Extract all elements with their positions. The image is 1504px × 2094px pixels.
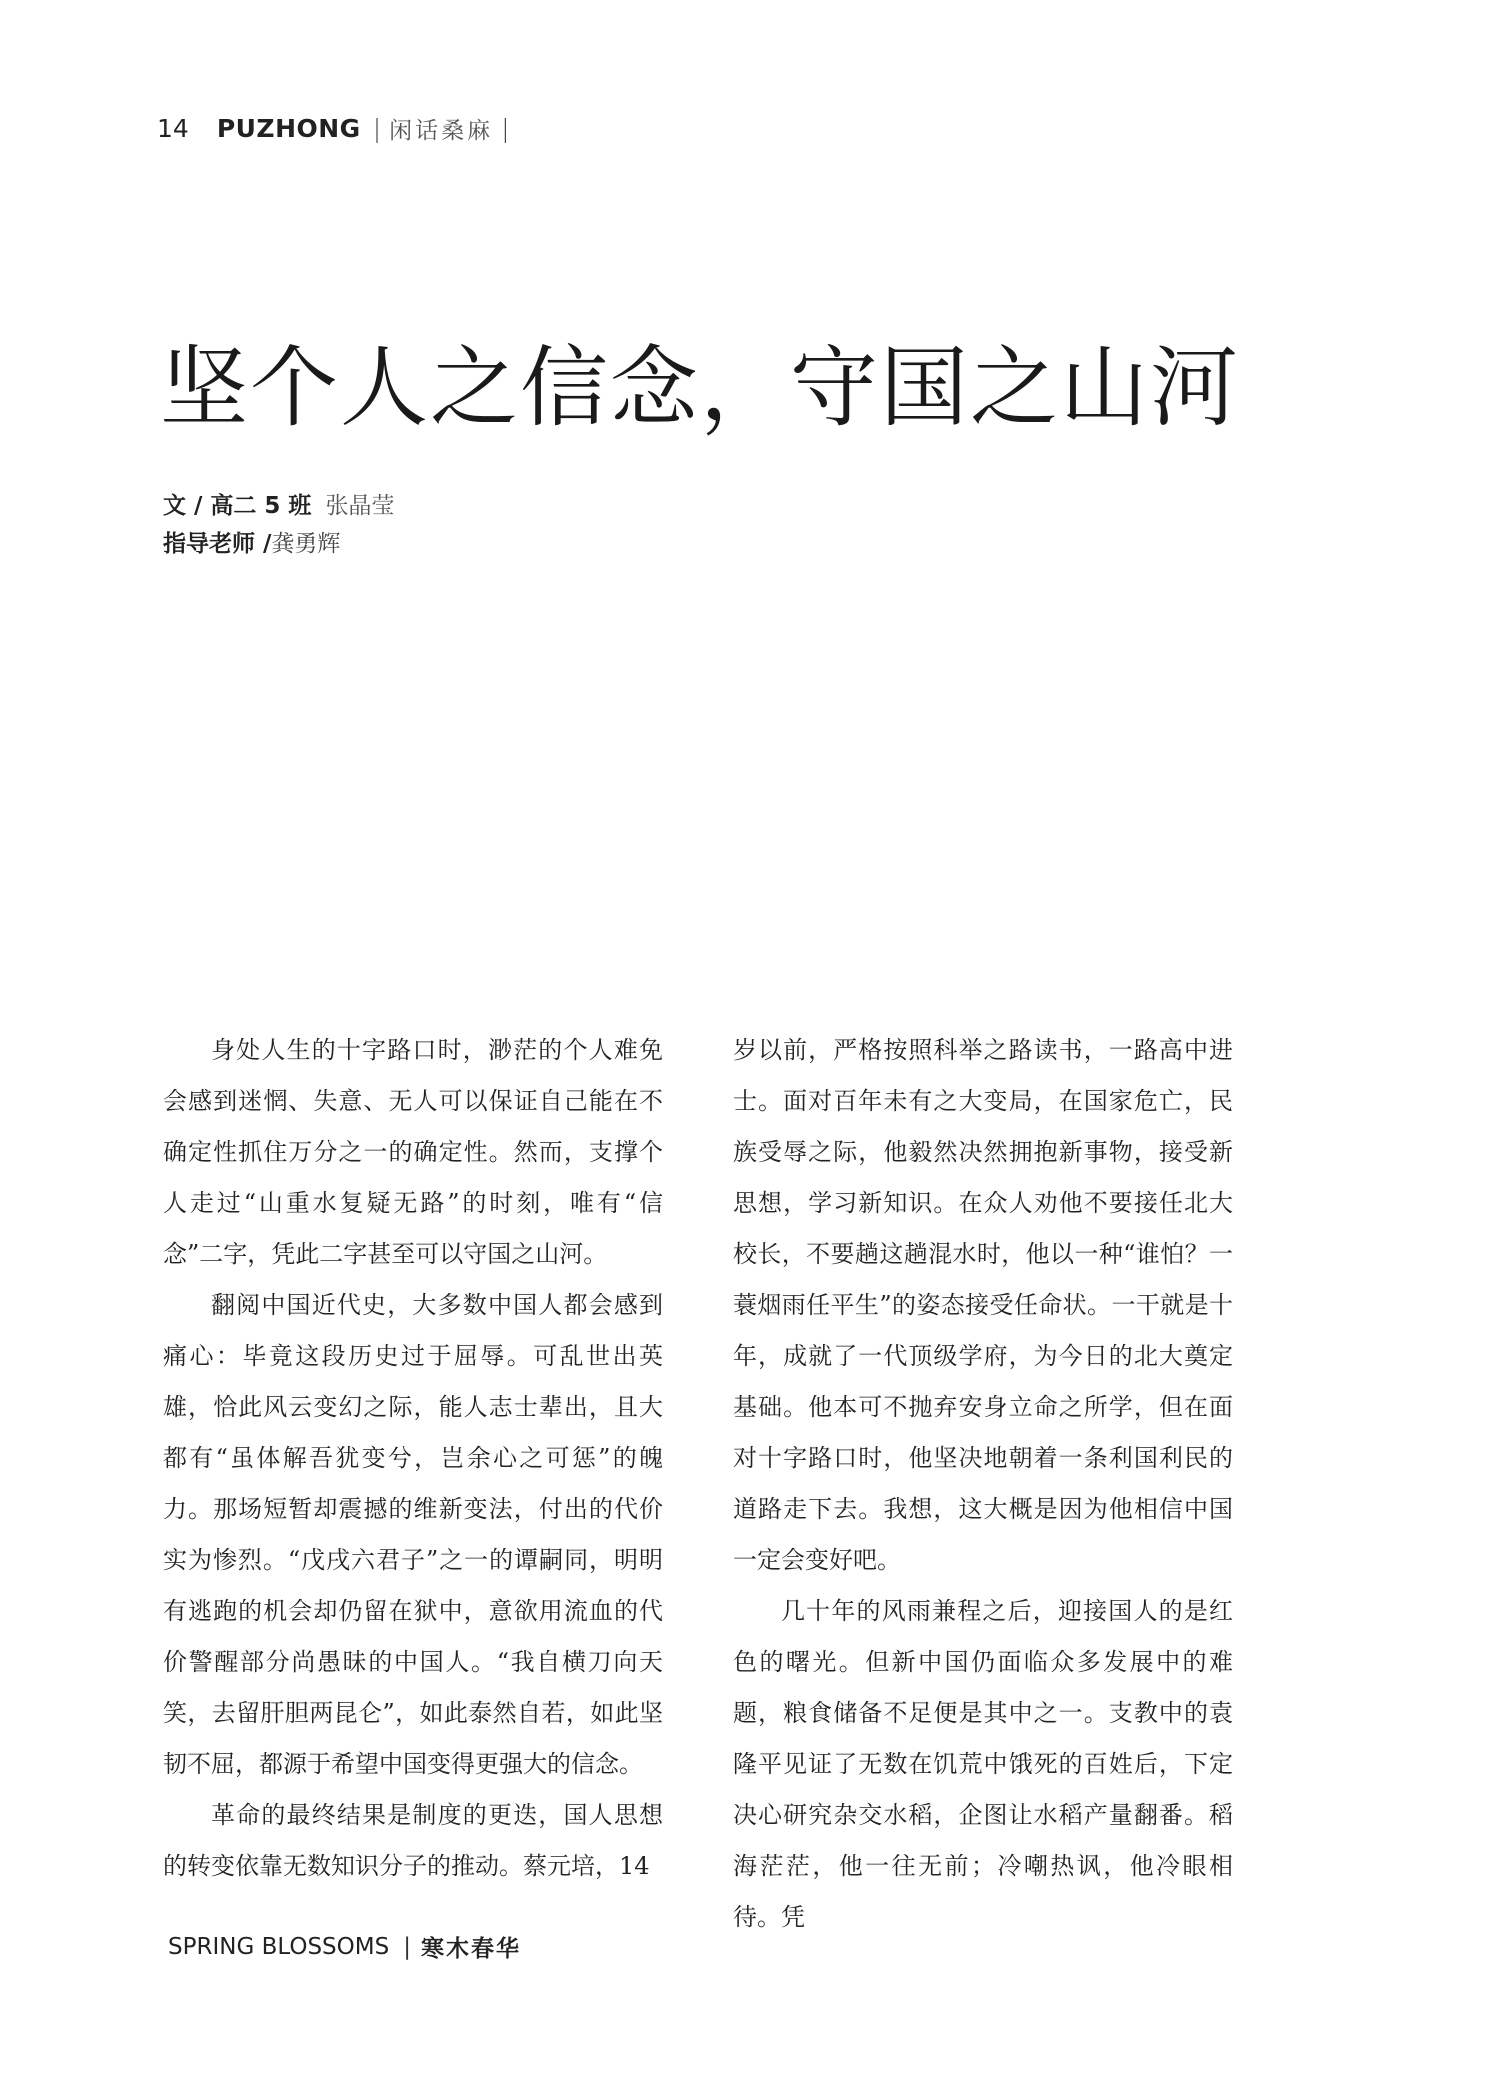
author-label: 文 / 高二 5 班: [163, 493, 312, 519]
byline: [163, 487, 394, 563]
paragraph-continuation: 岁以前，严格按照科举之路读书，一路高中进士。面对百年未有之大变局，在国家危亡，民族受辱之际，他毅然决然拥抱新事物，接受新思想，学习新知识。在众人劝他不要接任北大校长，不要趟这趟混水时，他以一种“谁怕？一蓑烟雨任平生”的姿态接受任命状。一干就是十年，成就了一代顶级学府，为今日的北大奠定基础。他本可不抛弃安身立命之所学，但在面对十字路口时，他坚决地朝着一条利国利民的道路走下去。我想，这大概是因为他相信中国一定会变好吧。: [733, 1036, 1233, 1574]
footer-magazine-en: SPRING BLOSSOMS: [168, 1933, 390, 1960]
page-number: 14: [157, 114, 189, 143]
body-column-left: [163, 1025, 663, 1892]
article-title: 坚个人之信念，守国之山河: [160, 336, 1241, 439]
header-divider-end: |: [501, 114, 510, 143]
header-divider: |: [372, 114, 382, 143]
teacher-name: 龚勇辉: [271, 531, 341, 557]
paragraph: 翻阅中国近代史，大多数中国人都会感到痛心：毕竟这段历史过于屈辱。可乱世出英雄，恰此风云变幻之际，能人志士辈出，且大都有“虽体解吾犹变兮，岂余心之可惩”的魄力。那场短暂却震撼的维新变法，付出的代价实为惨烈。“戊戌六君子”之一的谭嗣同，明明有逃跑的机会却仍留在狱中，意欲用流血的代价警醒部分尚愚昧的中国人。“我自横刀向天笑，去留肝胆两昆仑”，如此泰然自若，如此坚韧不屈，都源于希望中国变得更强大的信念。: [163, 1291, 663, 1778]
body-column-right: [733, 1025, 1233, 1943]
footer-magazine-cn: 寒木春华: [420, 1936, 521, 1962]
magazine-name: PUZHONG: [216, 114, 361, 143]
author-line: [163, 487, 394, 525]
footer-divider: |: [403, 1933, 411, 1960]
paragraph: 几十年的风雨兼程之后，迎接国人的是红色的曙光。但新中国仍面临众多发展中的难题，粮食储备不足便是其中之一。支教中的袁隆平见证了无数在饥荒中饿死的百姓后，下定决心研究杂交水稻，企图让水稻产量翻番。稻海茫茫，他一往无前；冷嘲热讽，他冷眼相待。凭: [733, 1597, 1233, 1931]
running-header: [157, 112, 510, 145]
paragraph: 身处人生的十字路口时，渺茫的个人难免会感到迷惘、失意、无人可以保证自己能在不确定性抓住万分之一的确定性。然而，支撑个人走过“山重水复疑无路”的时刻，唯有“信念”二字，凭此二字甚至可以守国之山河。: [163, 1036, 663, 1268]
teacher-label: 指导老师 /: [163, 531, 272, 557]
running-footer: [168, 1930, 521, 1963]
paragraph: 革命的最终结果是制度的更迭，国人思想的转变依靠无数知识分子的推动。蔡元培，14: [163, 1801, 663, 1880]
section-name: 闲话桑麻: [389, 118, 494, 144]
teacher-line: [163, 525, 394, 563]
author-name: 张晶莹: [325, 493, 395, 519]
